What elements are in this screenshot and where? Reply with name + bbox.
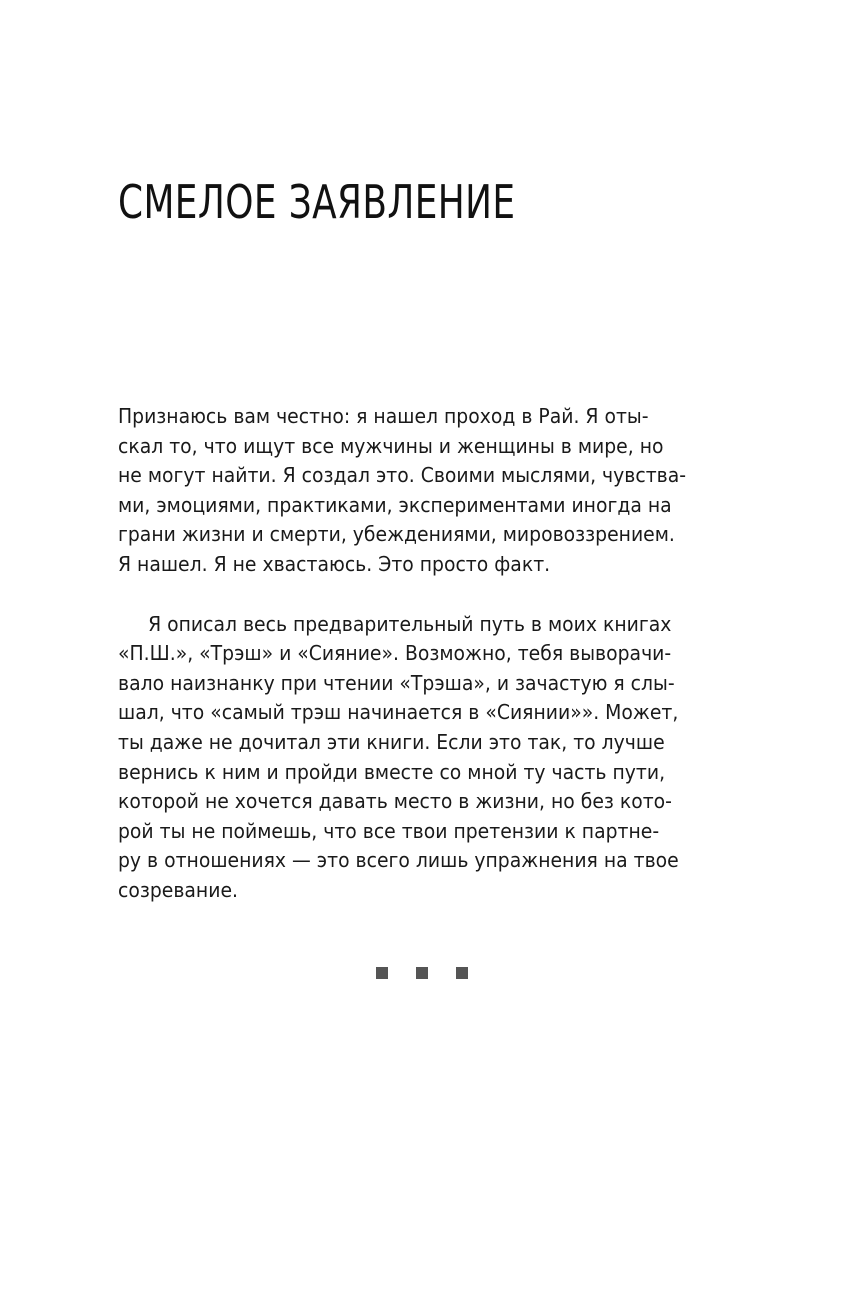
text-line: Признаюсь вам честно: я нашел проход в Рай. Я оты- [118, 404, 649, 428]
text-line: вало наизнанку при чтении «Трэша», и зачастую я слы- [118, 670, 675, 695]
text-line: вернись к ним и пройди вместе со мной ту часть пути, [118, 759, 666, 784]
text-line-indented: Я описал весь предварительный путь в моих книгах [148, 611, 672, 636]
separator-square-icon [456, 967, 468, 979]
text-line: ты даже не дочитал эти книги. Если это так, то лучше [118, 729, 665, 754]
body-text [118, 402, 720, 906]
text-line: грани жизни и смерти, убеждениями, мировоззрением. [118, 522, 675, 547]
text-line: ру в отношениях — это всего лишь упражнения на твое [118, 848, 679, 873]
chapter-title: СМЕЛОЕ ЗАЯВЛЕНИЕ [118, 175, 516, 229]
paragraph-1 [118, 402, 720, 580]
separator-square-icon [376, 967, 388, 979]
text-line: «П.Ш.», «Трэш» и «Сияние». Возможно, тебя выворачи- [118, 641, 672, 666]
text-line: не могут найти. Я создал это. Своими мыслями, чувства- [118, 463, 687, 488]
paragraph-2 [118, 610, 720, 906]
text-line: скал то, что ищут все мужчины и женщины в мире, но [118, 433, 664, 458]
text-line: ми, эмоциями, практиками, экспериментами иногда на [118, 492, 672, 517]
text-line: рой ты не поймешь, что все твои претензии к партне- [118, 818, 660, 843]
text-line: шал, что «самый трэш начинается в «Сиянии»». Может, [118, 700, 679, 725]
section-separator [376, 967, 468, 979]
text-line: Я нашел. Я не хвастаюсь. Это просто факт. [118, 551, 551, 576]
text-line: которой не хочется давать место в жизни, но без кото- [118, 789, 672, 814]
separator-square-icon [416, 967, 428, 979]
text-line: созревание. [118, 877, 238, 902]
